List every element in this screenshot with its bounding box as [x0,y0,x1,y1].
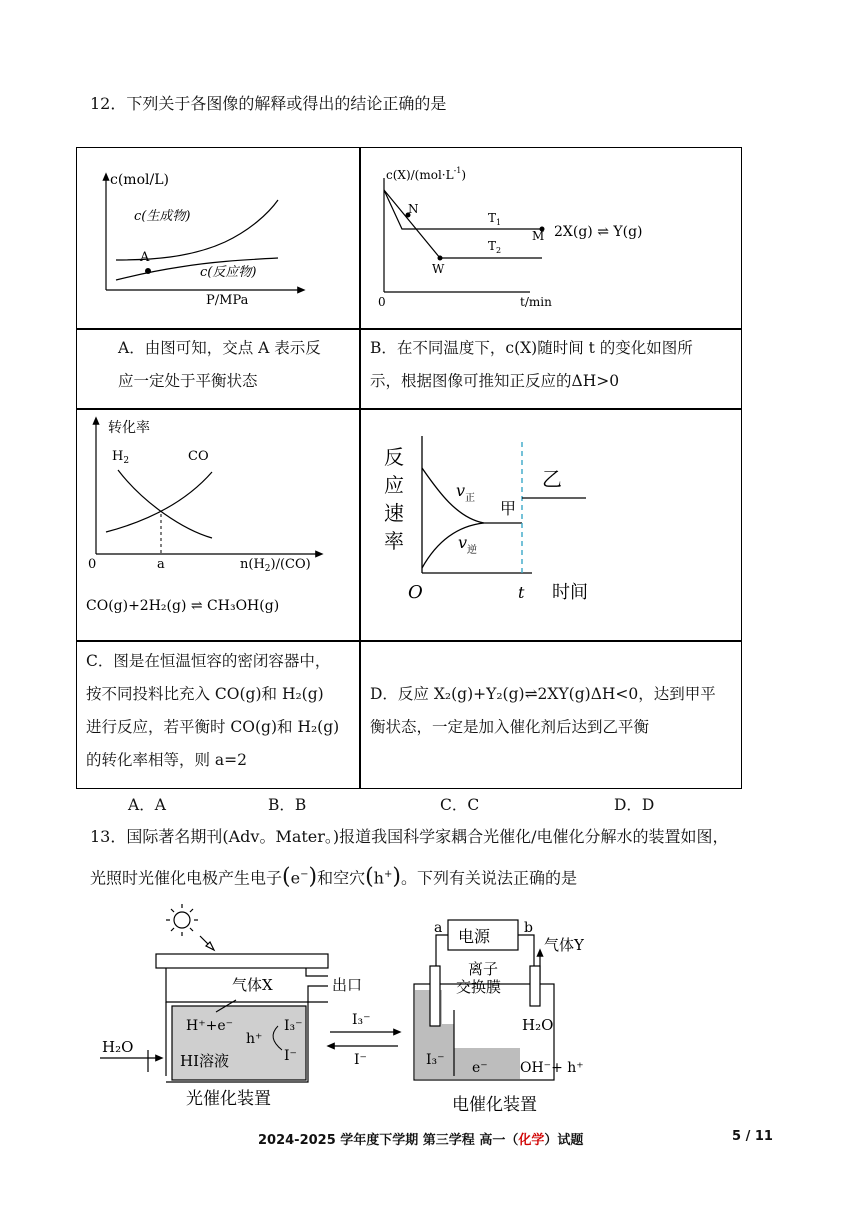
graph-d [376,428,676,608]
choice-d[interactable]: D．D [614,796,655,814]
option-b-text: B．在不同温度下，c(X)随时间 t 的变化如图所 示，根据图像可推知正反应的ΔH>0 [370,339,693,390]
q12-stem: 12．下列关于各图像的解释或得出的结论正确的是 [90,94,447,113]
graph-d-ylabel-2: 应 [384,473,404,497]
graph-c-equation: CO(g)+2H₂(g) ⇌ CH₃OH(g) [86,598,280,614]
right-h2o-label: H₂O [522,1016,554,1034]
graph-a-point-label: A [140,250,150,265]
graph-b-origin: 0 [378,295,386,309]
graph-d-origin: O [408,582,423,603]
option-d-text: D．反应 X₂(g)+Y₂(g)⇌2XY(g)ΔH<0，达到甲平 衡状态，一定是加入催化剂后达到乙平衡 [370,685,716,736]
graph-c-co-label: CO [188,449,209,464]
option-c-text: C．图是在恒温恒容的密闭容器中， 按不同投料比充入 CO(g)和 H₂(g) 进行反应，若平衡时 CO(g)和 H₂(g) 的转化率相等，则 a=2 [86,652,340,769]
photo-i-minus: I⁻ [284,1048,297,1064]
light-arrow-icon [200,936,214,950]
graph-b-m: M [532,229,545,243]
graph-d-xlabel: 时间 [552,582,588,603]
graph-c-h2-label: $H_2$ [112,449,130,466]
graph-b-equation: 2X(g) ⇌ Y(g) [554,224,643,240]
photo-i3: I₃⁻ [284,1018,303,1034]
page-footer: 2024-2025 学年度下学期 第三学程 高一（化学）试题 [258,1133,584,1148]
graph-c-origin: 0 [88,557,97,572]
choice-b[interactable]: B．B [268,796,307,814]
point-a [145,268,151,274]
arrow-i-label: I⁻ [354,1052,367,1068]
graph-a-xlabel: P/MPa [206,293,249,308]
photo-hplus-e: H⁺+e⁻ [186,1018,234,1034]
page-number: 5 / 11 [732,1129,773,1144]
membrane-label-1: 离子 [468,960,499,978]
photo-hplus: h⁺ [246,1031,263,1047]
curve-h2 [118,470,212,538]
graph-c [84,414,354,634]
graph-c-ylabel: 转化率 [108,420,150,436]
choice-c[interactable]: C．C [440,796,480,814]
sun-icon [166,904,198,936]
membrane-label-2: 交换膜 [456,978,502,996]
gas-y-label: 气体Y [544,936,584,954]
right-i3-label: I₃⁻ [426,1052,445,1068]
terminal-a: a [434,920,443,936]
graph-a [90,162,350,312]
curve-co [106,472,212,532]
power-source-label: 电源 [458,927,491,946]
graph-a-curve1-label: c(生成物) [134,209,191,224]
graph-d-t: t [518,583,525,602]
oh-h-label: OH⁻+ h⁺ [520,1060,584,1076]
gas-x-label: 气体X [232,976,273,994]
graph-b-t1: $T_1$ [488,211,502,227]
hi-solution-label: HI溶液 [180,1052,230,1070]
graph-d-jia: 甲 [500,499,517,518]
table-divider-2 [76,408,742,410]
q13-stem-line2: 光照时光催化电极产生电子(e−)和空穴(h+)。下列有关说法正确的是 [90,864,577,890]
graph-c-a: a [157,557,165,572]
graph-d-yi: 乙 [542,467,562,491]
option-a-text: A．由图可知，交点 A 表示反 应一定处于平衡状态 [118,339,321,390]
graph-b-ylabel: $c(X)/(mol\cdot L^{-1})$ [386,166,467,182]
photo-device-label: 光催化装置 [186,1089,271,1109]
outlet-label: 出口 [332,976,363,994]
graph-c-xlabel: $n(H_2)/(CO)$ [240,557,311,574]
q13-stem-line1: 13．国际著名期刊(Adv。Mater。)报道我国科学家耦合光催化/电催化分解水的装置如图， [90,827,729,846]
right-e-label: e⁻ [472,1060,488,1076]
graph-b-n: N [408,202,419,216]
h2o-input-label: H₂O [102,1038,134,1056]
graph-d-ylabel-1: 反 [384,445,404,469]
choice-a[interactable]: A．A [128,796,166,814]
table-divider-3 [76,640,742,642]
table-divider-1 [76,328,742,330]
arrow-i3-label: I₃⁻ [352,1012,371,1028]
graph-d-ylabel-4: 率 [384,529,404,553]
q13-figure [96,900,616,1118]
graph-d-ylabel-3: 速 [384,501,404,525]
photo-lid [156,954,328,968]
graph-d-v-rev: $v_逆$ [458,533,478,556]
table-divider-vertical [359,147,361,789]
graph-d-v-fwd: $v_正$ [456,481,476,504]
terminal-b: b [524,920,533,936]
graph-b-w: W [432,262,445,276]
electro-device-label: 电催化装置 [452,1095,537,1115]
graph-b [372,160,702,310]
graph-a-curve2-label: c(反应物) [200,265,257,280]
curve-t2 [384,190,545,258]
graph-b-xlabel: t/min [520,295,552,309]
graph-b-t2: $T_2$ [488,239,502,255]
graph-a-ylabel: c(mol/L) [110,172,169,188]
